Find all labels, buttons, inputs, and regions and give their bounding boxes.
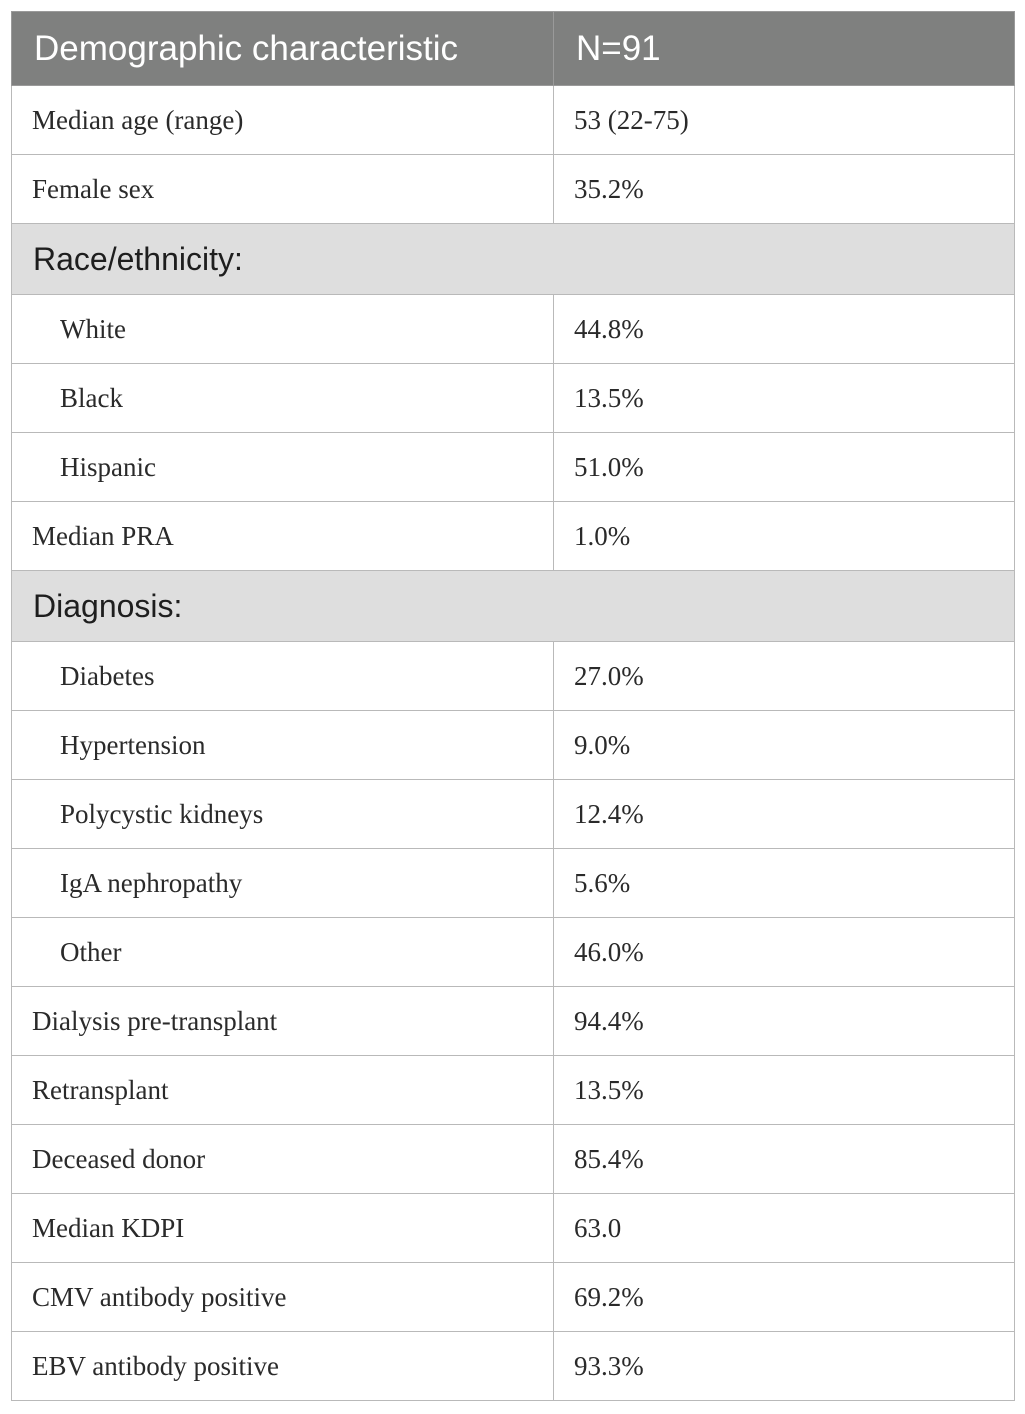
row-label: Other (12, 918, 554, 987)
row-value: 69.2% (554, 1263, 1015, 1332)
row-label: IgA nephropathy (12, 849, 554, 918)
row-label: Hypertension (12, 711, 554, 780)
demographics-table-container (11, 11, 1014, 1401)
section-label: Race/ethnicity: (12, 224, 1015, 295)
table-row (12, 433, 1015, 502)
row-label: Hispanic (12, 433, 554, 502)
row-label: Deceased donor (12, 1125, 554, 1194)
row-label: Diabetes (12, 642, 554, 711)
row-label: Median age (range) (12, 86, 554, 155)
row-value: 12.4% (554, 780, 1015, 849)
table-row (12, 364, 1015, 433)
table-row (12, 849, 1015, 918)
table-row (12, 780, 1015, 849)
table-row (12, 642, 1015, 711)
row-value: 94.4% (554, 987, 1015, 1056)
section-row (12, 571, 1015, 642)
table-header-row (12, 12, 1015, 86)
row-value: 1.0% (554, 502, 1015, 571)
row-value: 13.5% (554, 364, 1015, 433)
row-label: EBV antibody positive (12, 1332, 554, 1401)
row-label: White (12, 295, 554, 364)
table-row (12, 1263, 1015, 1332)
demographics-table (11, 11, 1015, 1401)
header-characteristic: Demographic characteristic (12, 12, 554, 86)
table-row (12, 1056, 1015, 1125)
row-label: Retransplant (12, 1056, 554, 1125)
table-row (12, 295, 1015, 364)
row-value: 35.2% (554, 155, 1015, 224)
row-value: 51.0% (554, 433, 1015, 502)
row-value: 27.0% (554, 642, 1015, 711)
row-value: 5.6% (554, 849, 1015, 918)
row-label: Dialysis pre-transplant (12, 987, 554, 1056)
table-row (12, 155, 1015, 224)
table-row (12, 987, 1015, 1056)
table-row (12, 86, 1015, 155)
row-value: 13.5% (554, 1056, 1015, 1125)
table-row (12, 1332, 1015, 1401)
row-label: CMV antibody positive (12, 1263, 554, 1332)
row-value: 93.3% (554, 1332, 1015, 1401)
table-row (12, 502, 1015, 571)
table-row (12, 918, 1015, 987)
section-row (12, 224, 1015, 295)
row-label: Polycystic kidneys (12, 780, 554, 849)
row-value: 9.0% (554, 711, 1015, 780)
table-row (12, 1125, 1015, 1194)
row-label: Median PRA (12, 502, 554, 571)
row-value: 85.4% (554, 1125, 1015, 1194)
section-label: Diagnosis: (12, 571, 1015, 642)
row-label: Female sex (12, 155, 554, 224)
table-row (12, 1194, 1015, 1263)
table-body (12, 86, 1015, 1401)
header-n: N=91 (554, 12, 1015, 86)
row-value: 44.8% (554, 295, 1015, 364)
row-value: 53 (22-75) (554, 86, 1015, 155)
row-label: Black (12, 364, 554, 433)
row-value: 46.0% (554, 918, 1015, 987)
table-row (12, 711, 1015, 780)
row-label: Median KDPI (12, 1194, 554, 1263)
row-value: 63.0 (554, 1194, 1015, 1263)
